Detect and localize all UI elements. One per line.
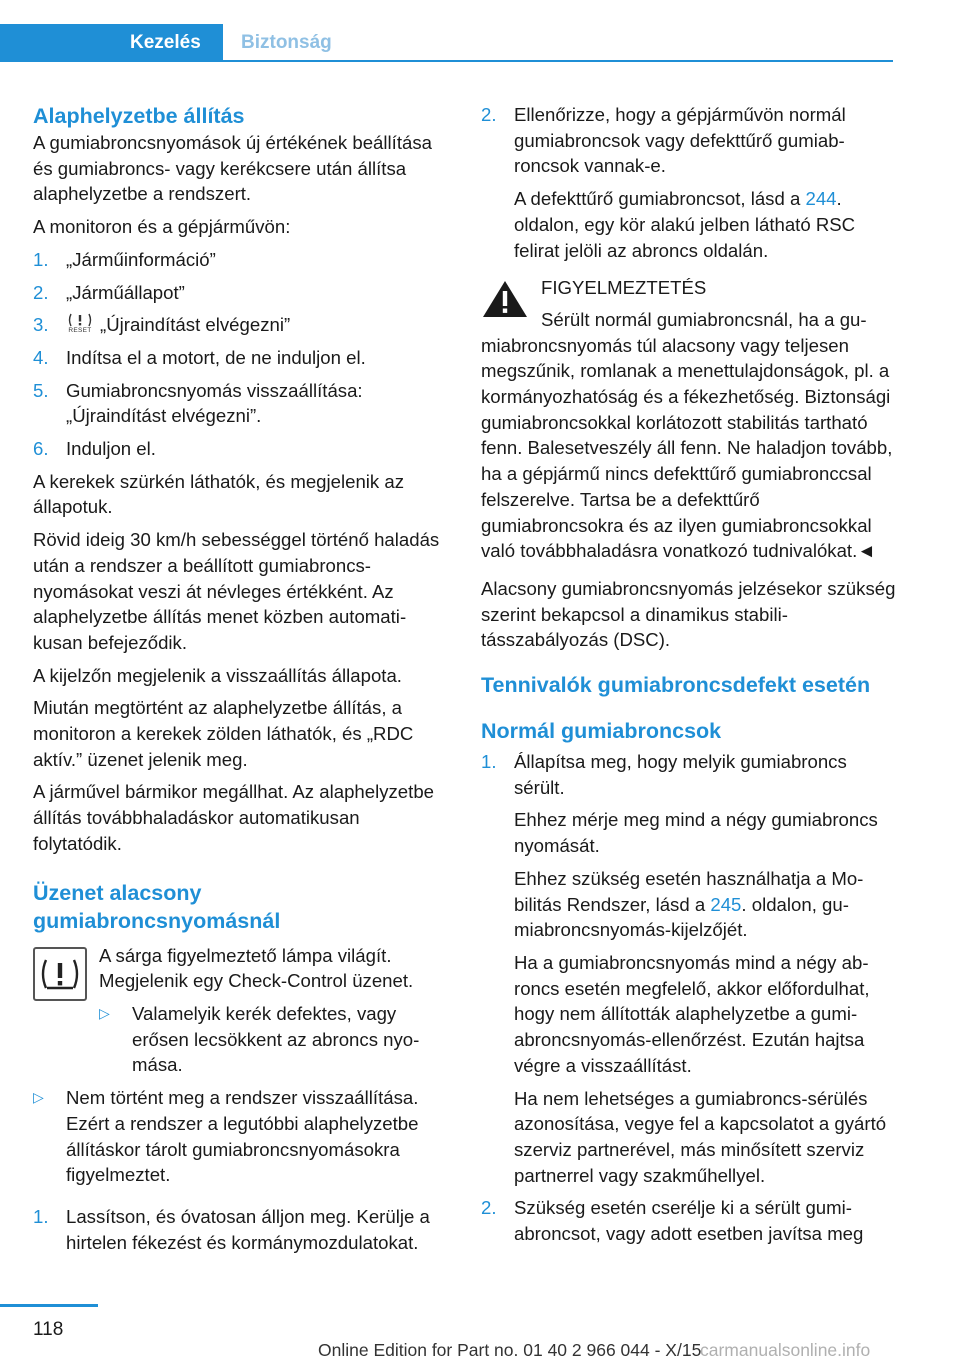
step-text: „Járműállapot” [66,281,185,303]
page-link-244[interactable]: 244 [805,188,837,210]
step-text: Induljon el. [66,438,156,460]
edition-text: Online Edition for Part no. 01 40 2 966 044 - X/15 [318,1340,702,1360]
step-text: Állapítsa meg, hogy melyik gumiabroncs sérült. [514,751,847,798]
watermark: carmanualsonline.info [700,1340,871,1360]
step-number: 6. [33,438,49,460]
list-item [99,1001,443,1078]
warning-title: FIGYELMEZTETÉS [541,277,707,299]
list-item [481,102,901,263]
triangle-bullet-icon: ▷ [99,1004,110,1021]
list-item [481,749,901,1188]
step-number: 4. [33,346,49,368]
paragraph: Rövid ideig 30 km/h sebességgel történő haladás után a rendszer a beállított gumiabroncsnyomásokat veszi át névleges értékként. Az alaphelyzetbe állítás menet közben automatikusan befejeződik. [33,529,440,653]
step-subtext: A defekttűrő gumiabroncsot, lásd a 244. oldalon, egy kör alakú jelben látható RSC felirat jelöli az abroncs oldalán. [514,188,856,261]
list-item [33,247,443,273]
step-subtext: Ha nem lehetséges a gumiabroncs-sérülés azonosítása, vegye fel a kapcsolatot a gyártó szerviz partnerével, más minősített szerviz partnerrel vagy szakműhellyel. [514,1087,887,1186]
step-text: Lassítson, és óvatosan álljon meg. Kerülje a hirtelen fékezést és kormánymozdulatokat. [66,1205,430,1253]
right-column [481,102,901,1254]
list-item [33,345,443,371]
header-rule [0,60,893,62]
step-subtext: Ha a gumiabroncsnyomás mind a négy abroncs esetén megfelelő, akkor előfordulhat, hogy nem állították alaphelyzetbe a gumiabroncsnyomás-ellenőrzést. Ezután hajtsa végre a visszaállítást. [514,951,870,1076]
heading-normal-tires: Normál gumiabroncsok [481,719,722,744]
paragraph: Alacsony gumiabroncsnyomás jelzésekor szükség szerint bekapcsol a dinamikus stabilitásszabályozás (DSC). [481,577,896,651]
step-subtext: Ehhez mérje meg mind a négy gumiabroncs nyomását. [514,809,878,857]
heading-flat-tire: Tennivalók gumiabroncsdefekt esetén [481,673,871,698]
bullet-text: Valamelyik kerék defektes, vagy erősen lecsökkent az abroncs nyomása. [132,1002,420,1076]
reset-icon [66,312,94,334]
page-link-245[interactable]: 245 [710,893,742,915]
step-text: Szükség esetén cserélje ki a sérült gumiabroncsot, vagy adott esetben javítsa meg [514,1197,864,1245]
footer-rule [0,1304,98,1307]
warning-triangle-icon [481,279,529,319]
list-item [33,1085,443,1188]
paragraph: A monitoron és a gépjárművön: [33,216,291,238]
step-number: 1. [33,248,49,270]
warning-block [481,275,901,564]
paragraph: A kerekek szürkén láthatók, és megjelenik az állapotuk. [33,470,405,518]
step-text: Indítsa el a motort, de ne induljon el. [66,346,366,368]
tab-biztonsag[interactable]: Biztonság [241,32,332,53]
tab-kezeles-label: Kezelés [130,32,201,53]
step-text: Ellenőrizze, hogy a gépjárművön normál gumiabroncsok vagy defekttűrő gumiabroncsok vannak-e. [514,104,846,177]
paragraph: A járművel bármikor megállhat. Az alaphelyzetbe állítás továbbhaladáskor automatikusan folytatódik. [33,781,434,854]
paragraph: A kijelzőn megjelenik a visszaállítás állapota. [33,664,402,686]
step-subtext: Ehhez szükség esetén használhatja a Mobilitás Rendszer, lásd a 245. oldalon, gumiabroncsnyomás-kijelzőjét. [514,867,864,941]
list-item [33,1204,443,1255]
list-item [33,312,443,338]
heading-low-pressure: Üzenet alacsony gumiabroncsnyomásnál [33,880,281,933]
paragraph: A sárga figyelmeztető lámpa világít. Megjelenik egy Check-Control üzenet. [99,944,414,992]
triangle-bullet-icon: ▷ [33,1089,44,1106]
step-text: „Járműinformáció” [66,248,216,270]
list-item [33,280,443,306]
step-text: „Újraindítást elvégezni” [100,314,291,336]
heading-reset: Alaphelyzetbe állítás [33,104,245,128]
step-text: Gumiabroncsnyomás visszaállítása: „Újraindítást elvégezni”. [66,379,363,427]
paragraph: A gumiabroncsnyomások új értékének beállítása és gumiabroncs- vagy kerékcsere után állítsa alaphelyzetbe a rendszert. [33,132,432,205]
step-number: 2. [481,104,497,125]
left-column [33,102,443,1262]
paragraph: Miután megtörtént az alaphelyzetbe állítás, a monitoron a kerekek zölden láthatók, és „RDC aktív.” üzenet jelenik meg. [33,697,414,770]
step-number: 1. [33,1205,49,1227]
tire-pressure-warning-icon [33,947,87,1001]
step-number: 5. [33,379,49,401]
step-number: 3. [33,314,49,336]
list-item [33,378,443,429]
list-item [481,1195,901,1246]
list-item [33,436,443,462]
step-number: 2. [33,281,49,303]
reset-icon-label: RESET [68,327,92,335]
page-number: 118 [33,1319,64,1340]
warning-text: Sérült normál gumiabroncsnál, ha a gumiabroncsnyomás túl alacsony vagy teljesen megszűnik, romlanak a menettulajdonságok, pl. a kormányozhatóság és a fékezhetőség. Biztonsági gumiabroncsokkal korlátozott stabilitás tartható fenn. Balesetveszély áll fenn. Ne haladjon tovább, ha a gépjármű nincs defekttűrő gumiabronccsal felszerelve. Tartsa be a defekttűrő gumiabroncsokra és az ilyen gumiabroncsokkal való továbbhaladásra vonatkozó tudnivalókat.◄ [481,308,893,562]
warning-lamp-block [33,943,443,1086]
step-number: 2. [481,1197,497,1219]
step-number: 1. [481,751,497,773]
page-header [0,0,960,62]
bullet-text: Nem történt meg a rendszer visszaállítása. Ezért a rendszer a legutóbbi alaphelyzetbe állításkor tárolt gumiabroncsnyomásokra figyelmeztet. [66,1087,419,1186]
